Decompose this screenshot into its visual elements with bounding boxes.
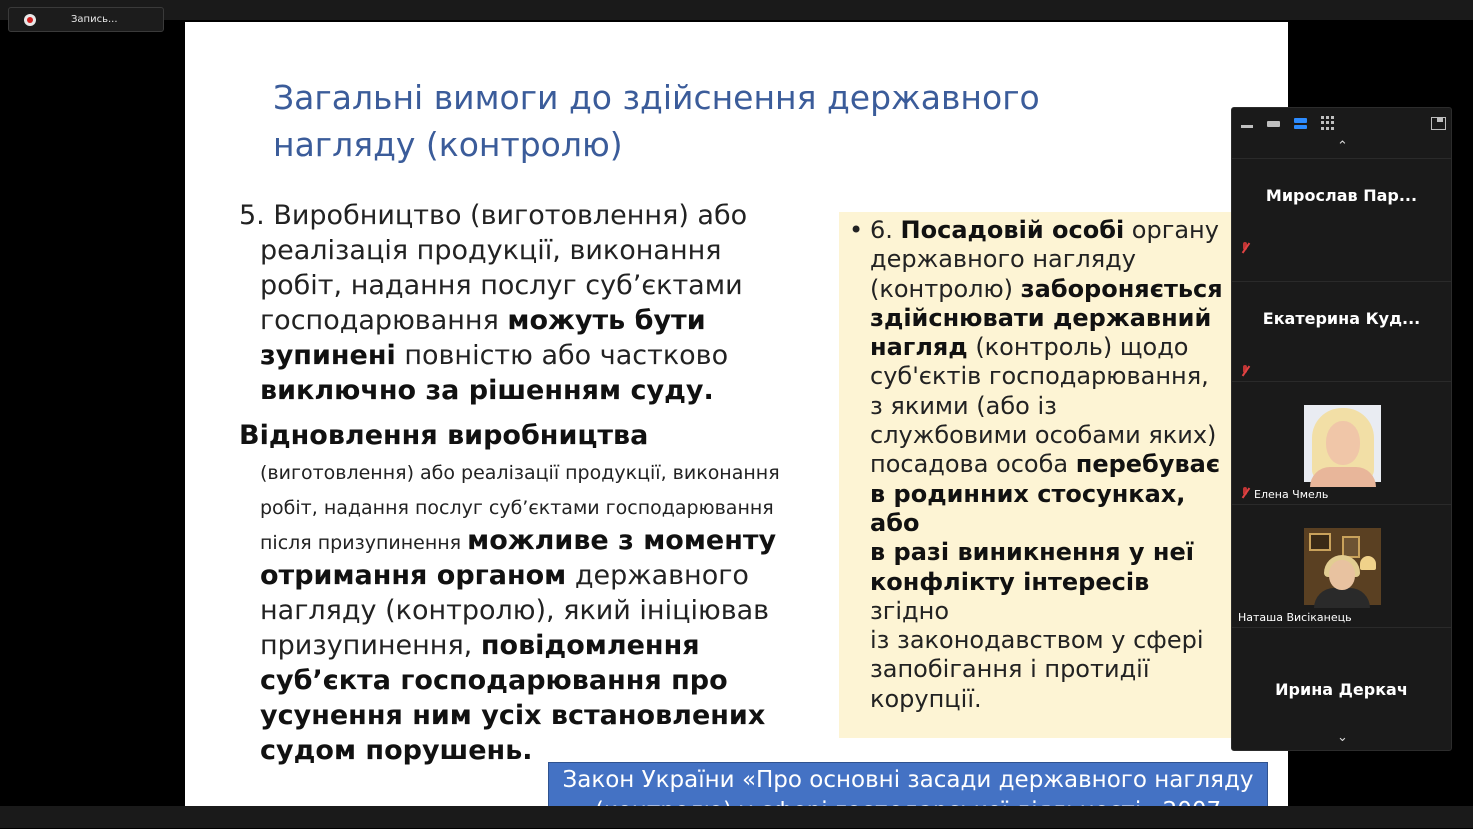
paragraph-5: 5. Виробництво (виготовлення) або реалізація продукції, виконання робіт, надання послуг суб’єктами господарювання можуть бути зупинені повністю або частково виключно за рішенням суду. bbox=[239, 200, 748, 406]
participant-video bbox=[1304, 528, 1381, 605]
top-bar bbox=[0, 0, 1473, 20]
participant-name: Наташа Висіканець bbox=[1238, 611, 1352, 624]
muted-mic-icon bbox=[1240, 242, 1250, 254]
participant-video bbox=[1304, 405, 1381, 482]
restore-heading: Відновлення виробництва bbox=[239, 420, 649, 451]
muted-mic-icon bbox=[1240, 487, 1250, 499]
recording-indicator[interactable] bbox=[8, 7, 164, 32]
participant-tile[interactable] bbox=[1232, 158, 1451, 279]
shared-slide bbox=[185, 22, 1288, 806]
recording-label: Запись... bbox=[71, 14, 118, 25]
record-icon bbox=[24, 14, 36, 26]
participant-tile[interactable] bbox=[1232, 504, 1451, 625]
bottom-bar bbox=[0, 806, 1473, 828]
bullet-marker: • bbox=[849, 216, 864, 244]
left-text-block bbox=[239, 198, 829, 768]
gallery-view-icon[interactable] bbox=[1321, 116, 1335, 130]
scroll-down-button[interactable]: ⌄ bbox=[1337, 730, 1348, 745]
paragraph-6: • 6. Посадовій особі органу державного нагляду (контролю) забороняється здійснювати державний нагляд (контроль) щодо суб'єктів господарювання, з якими (або із службовими особами яких) посадова особа перебуває в родинних стосунках, або в разі виникнення у неї конфлікту інтересів згідно із законодавством у сфері запобігання і протидії корупції. bbox=[849, 216, 1223, 713]
participant-name: Мирослав Пар... bbox=[1265, 186, 1418, 205]
participant-name: Екатерина Куд... bbox=[1262, 309, 1421, 328]
popout-icon[interactable] bbox=[1431, 116, 1445, 130]
panel-toolbar bbox=[1232, 108, 1453, 138]
minimize-icon[interactable] bbox=[1240, 116, 1254, 130]
restore-paragraph: (виготовлення) або реалізації продукції, виконання робіт, надання послуг суб’єктами господарювання після призупинення можливе з моменту отримання органом державного нагляду (контролю), який ініціював призупинення, повідомлення суб’єкта господарювання про усунення ним усіх встановлених судом порушень. bbox=[260, 462, 780, 766]
participant-name: Елена Чмель bbox=[1254, 488, 1329, 501]
speaker-view-icon[interactable] bbox=[1294, 116, 1308, 130]
slide-title: Загальні вимоги до здійснення державного нагляду (контролю) bbox=[273, 78, 1040, 164]
highlight-box bbox=[839, 212, 1231, 738]
law-reference-banner: Закон України «Про основні засади державного нагляду bbox=[548, 762, 1268, 812]
participant-tile[interactable] bbox=[1232, 381, 1451, 502]
scroll-up-button[interactable]: ⌃ bbox=[1337, 139, 1348, 154]
hide-video-icon[interactable] bbox=[1267, 116, 1281, 130]
muted-mic-icon bbox=[1240, 365, 1250, 377]
participant-name: Ирина Деркач bbox=[1275, 680, 1408, 699]
participants-panel bbox=[1231, 107, 1452, 751]
